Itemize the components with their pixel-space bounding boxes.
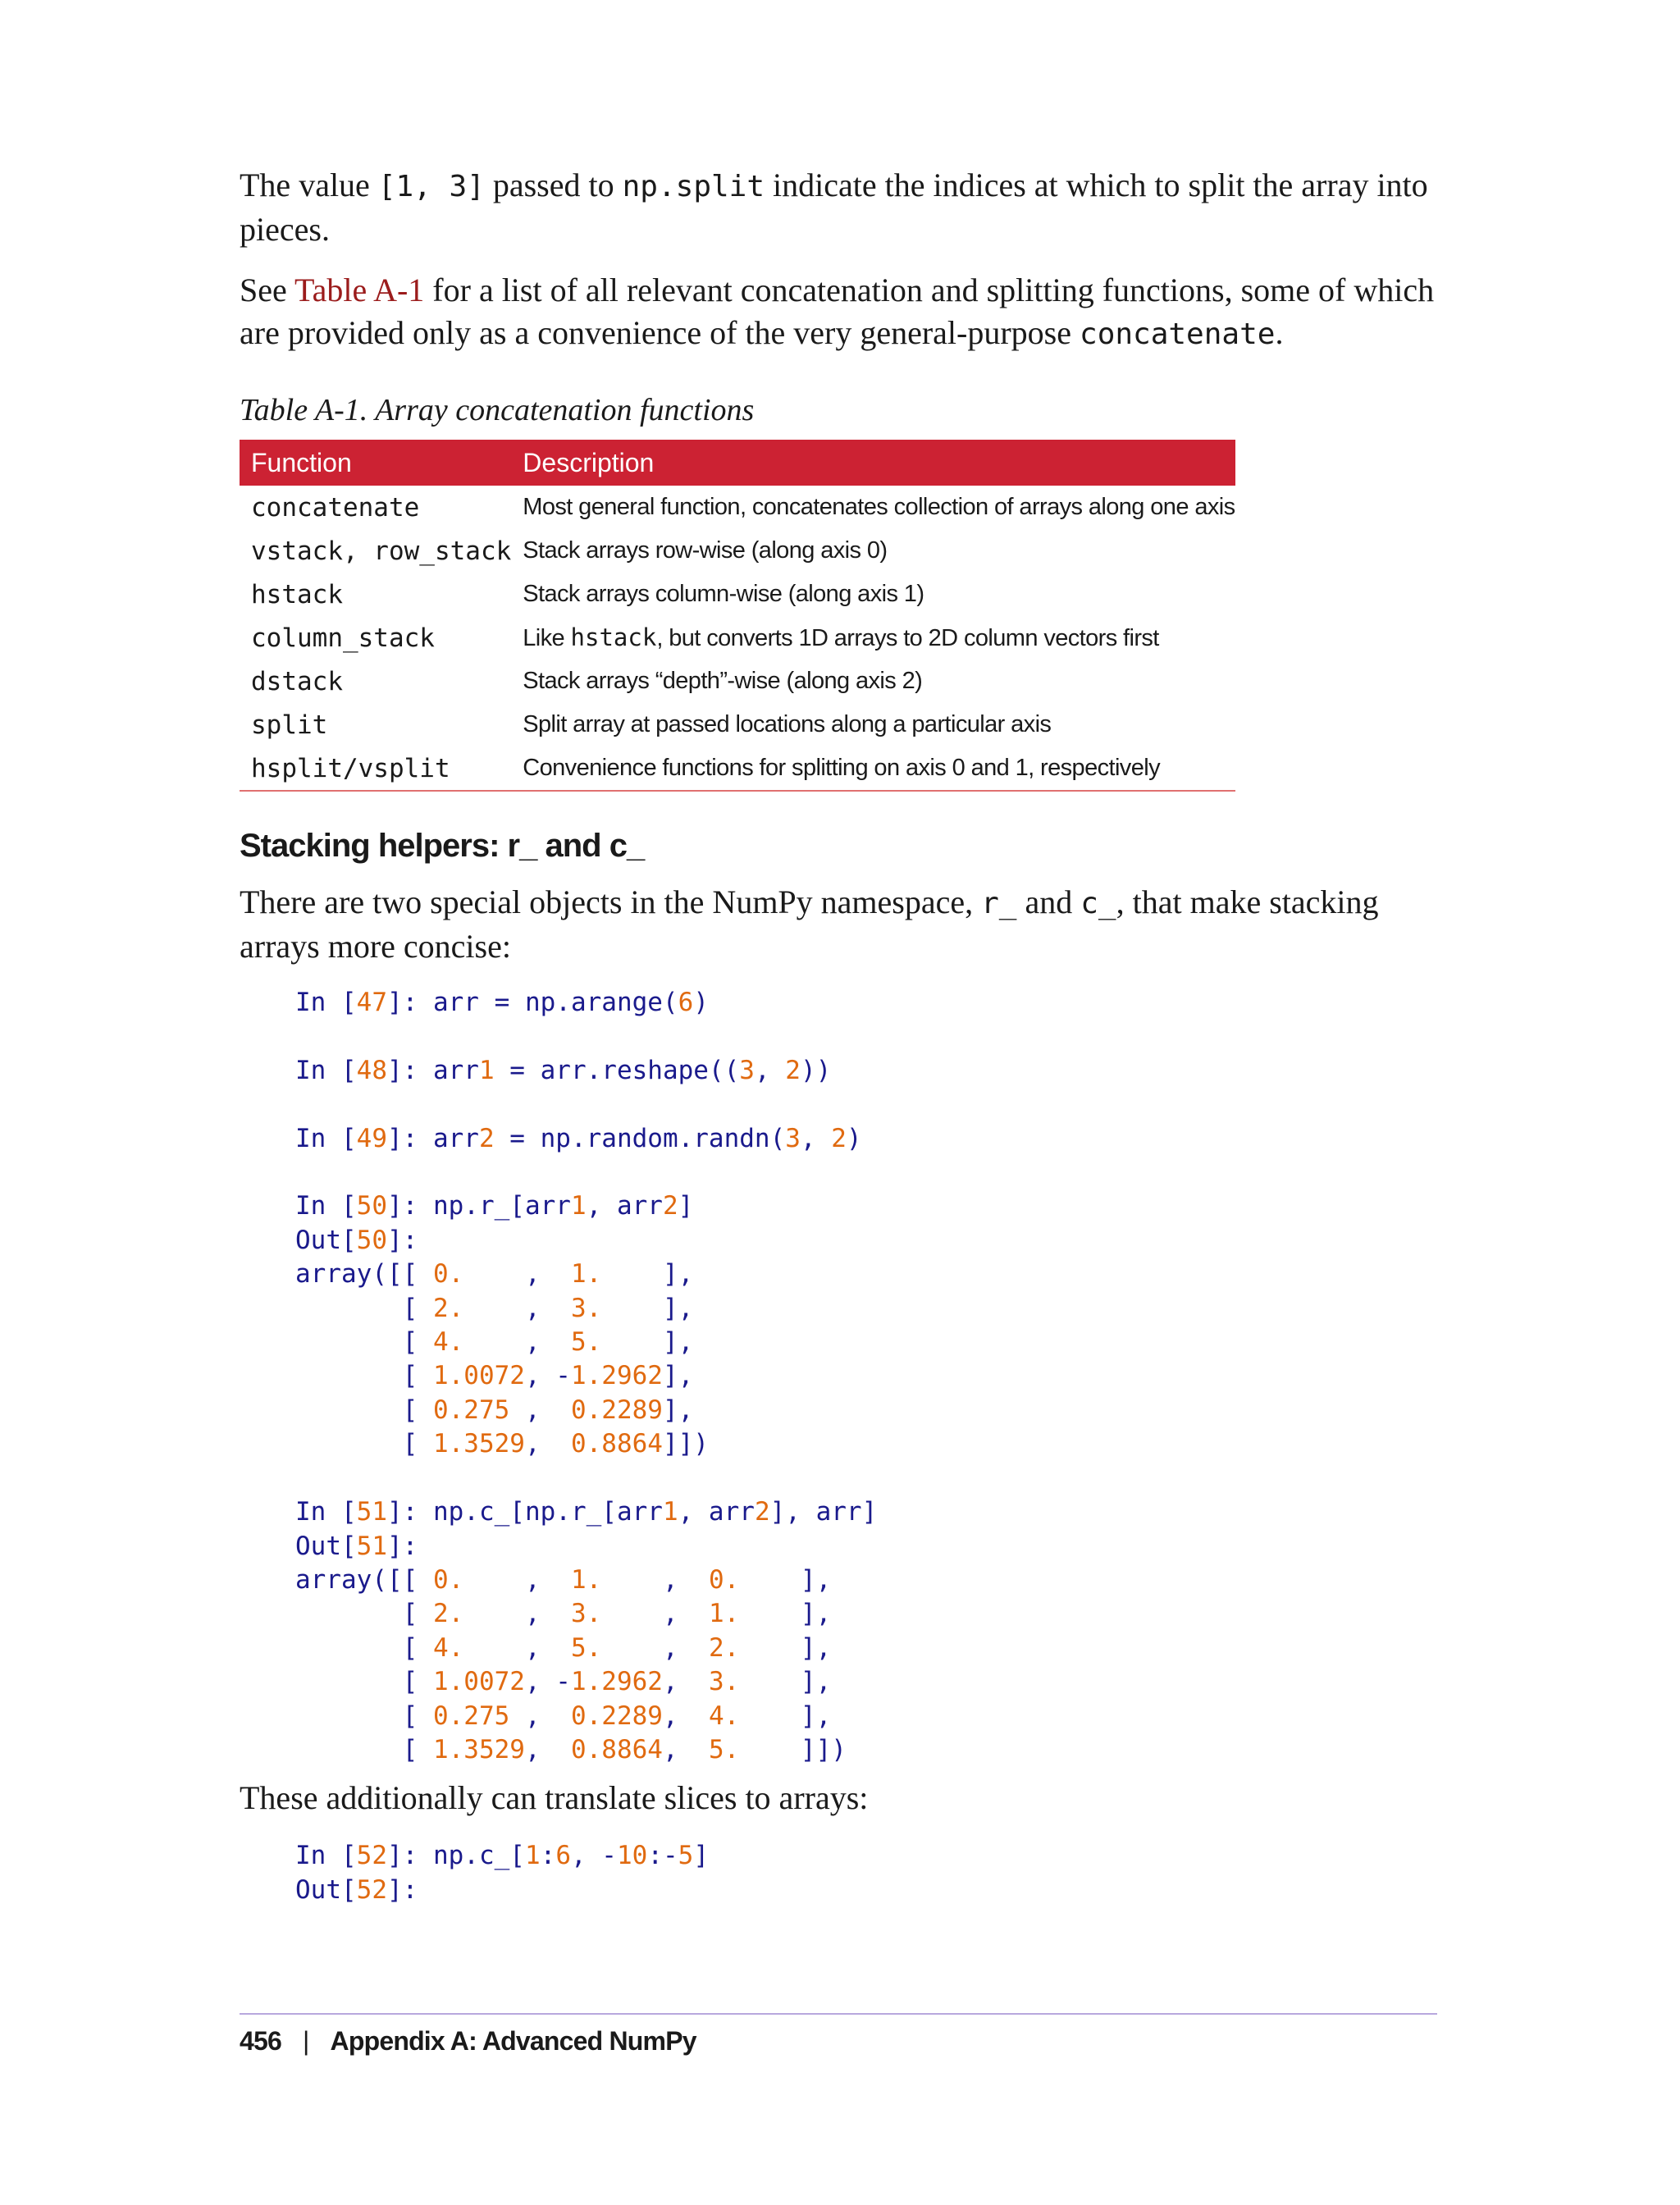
table-row [240, 746, 1235, 791]
function-description [511, 616, 1235, 660]
text: , that make stacking arrays more concise: [240, 883, 1379, 965]
code-text: , [754, 1055, 786, 1085]
code-line [295, 1191, 693, 1221]
code-line [295, 1565, 831, 1595]
code-line [295, 1327, 693, 1357]
function-description: Stack arrays “depth”-wise (along axis 2) [523, 668, 923, 694]
code-number: 0.8864 [570, 1429, 663, 1459]
function-name: hstack [251, 579, 343, 609]
code-number: 1 [570, 1191, 587, 1221]
text: and [1016, 883, 1081, 920]
code-number: 0.275 [432, 1395, 510, 1425]
code-number: 5. [570, 1327, 602, 1358]
function-name: dstack [251, 666, 343, 696]
code-line [295, 1429, 709, 1459]
code-number: 47 [356, 988, 387, 1017]
code-number: 51 [356, 1497, 387, 1527]
code-number: 1 [478, 1055, 495, 1085]
code-text: , [463, 1632, 571, 1663]
code-text: [ [295, 1429, 433, 1459]
code-number: 2 [478, 1123, 495, 1153]
text: indicate the indices at which to split the array into pieces. [240, 167, 1428, 248]
text: The value [240, 167, 378, 203]
code-number: 0.8864 [570, 1734, 663, 1764]
code-number: 2 [662, 1191, 678, 1221]
code-number: 2. [432, 1293, 464, 1323]
code-line [295, 1599, 831, 1628]
code-text: ]: [386, 1225, 433, 1255]
paragraph-split-indices [240, 164, 1437, 251]
code-number: 1.0072 [432, 1667, 525, 1697]
code-line [295, 1226, 433, 1255]
table-row [240, 703, 1235, 746]
code-number: 2. [708, 1632, 740, 1663]
code-number: 3 [739, 1055, 755, 1085]
text: . [1275, 314, 1284, 351]
code-text: ]: [386, 1531, 433, 1561]
text: for a list of all relevant concatenation and splitting functions, some of which are provided only as a convenience of the very general-purpose [240, 272, 1435, 351]
code-text: , [800, 1123, 832, 1153]
function-name: column_stack [251, 623, 435, 653]
code-text: , - [570, 1841, 617, 1871]
code-text: ]]) [739, 1734, 847, 1764]
code-text: , [524, 1429, 571, 1459]
code-block-stacking [295, 986, 1437, 1767]
inline-code: concatenate [1080, 317, 1276, 351]
code-text: ], [601, 1327, 694, 1358]
footer-separator: | [303, 2026, 309, 2056]
code-number: 1.0072 [432, 1361, 525, 1391]
code-text: = arr.reshape(( [494, 1055, 740, 1085]
code-number: 10 [616, 1841, 648, 1871]
code-number: 50 [356, 1225, 387, 1255]
code-number: 49 [356, 1123, 387, 1153]
code-number: 1.3529 [432, 1429, 525, 1459]
function-name: split [251, 710, 328, 740]
code-text: ]: np.r_[arr [386, 1191, 571, 1221]
text: passed to [484, 167, 623, 203]
code-text: ], arr] [769, 1497, 878, 1527]
code-line [295, 1532, 433, 1561]
code-text: )) [800, 1055, 832, 1085]
code-text: [ [295, 1293, 433, 1323]
code-text: : [540, 1841, 556, 1871]
code-text: [ [295, 1395, 433, 1425]
code-line [295, 1633, 831, 1663]
code-number: 0. [708, 1564, 740, 1595]
code-line [295, 1667, 831, 1696]
code-number: 3. [570, 1599, 602, 1629]
code-number: 2 [754, 1497, 770, 1527]
page-content [240, 164, 1437, 1907]
code-text: [ [295, 1327, 433, 1358]
function-description: Split array at passed locations along a particular axis [523, 711, 1052, 737]
function-name: concatenate [251, 492, 420, 523]
code-number: 2 [831, 1123, 847, 1153]
inline-code: hstack [570, 623, 657, 651]
code-text: ) [846, 1123, 862, 1153]
code-number: 51 [356, 1531, 387, 1561]
code-text: In [ [295, 1841, 357, 1871]
paragraph-see-table [240, 269, 1437, 356]
code-text: ]: np.c_[ [386, 1841, 525, 1871]
function-description: Stack arrays row-wise (along axis 0) [523, 537, 888, 564]
code-number: 5. [708, 1734, 740, 1764]
code-number: 52 [356, 1874, 387, 1905]
table-row [240, 660, 1235, 703]
code-number: 1.2962 [570, 1361, 663, 1391]
inline-code: [1, 3] [377, 170, 485, 203]
code-text: ], [739, 1599, 832, 1629]
code-number: 4. [432, 1632, 464, 1663]
code-text: :- [647, 1841, 678, 1871]
code-text: ], [739, 1667, 832, 1697]
function-name: hsplit/vsplit [240, 746, 511, 791]
code-number: 0.2289 [570, 1701, 663, 1731]
code-text: , [463, 1327, 571, 1358]
code-text: ]]) [662, 1429, 709, 1459]
code-text: , [524, 1734, 571, 1764]
code-number: 1.3529 [432, 1734, 525, 1764]
code-text: , [662, 1701, 709, 1731]
code-line [295, 988, 709, 1017]
code-text: Out[ [295, 1531, 357, 1561]
code-number: 1.2962 [570, 1667, 663, 1697]
code-text: [ [295, 1361, 433, 1391]
code-text: ], [739, 1701, 832, 1731]
code-text: , [509, 1701, 571, 1731]
code-text: ], [601, 1259, 694, 1290]
code-text: , [463, 1599, 571, 1629]
code-text: [ [295, 1632, 433, 1663]
paragraph-special-objects [240, 881, 1437, 968]
table-row [240, 486, 1235, 529]
code-text: , [509, 1395, 571, 1425]
code-text: ]: arr [386, 1055, 479, 1085]
code-number: 0.2289 [570, 1395, 663, 1425]
text: There are two special objects in the NumPy namespace, [240, 883, 982, 920]
code-number: 1 [524, 1841, 541, 1871]
header-description: Description [511, 440, 1235, 486]
code-number: 5 [678, 1841, 694, 1871]
code-text: ], [662, 1361, 694, 1391]
code-text: , arr [586, 1191, 663, 1221]
code-line [295, 1841, 709, 1870]
code-number: 3. [570, 1293, 602, 1323]
code-line [295, 1701, 831, 1731]
code-line [295, 1875, 433, 1905]
code-text: , [463, 1293, 571, 1323]
code-text: , [601, 1564, 709, 1595]
text: See [240, 272, 295, 308]
code-line [295, 1259, 693, 1289]
code-text: array([[ [295, 1259, 433, 1290]
table-row [240, 529, 1235, 573]
code-text: = np.random.randn( [494, 1123, 786, 1153]
code-line [295, 1124, 862, 1153]
code-text: ], [662, 1395, 694, 1425]
table-row [240, 616, 1235, 660]
chapter-title: Appendix A: Advanced NumPy [330, 2026, 696, 2056]
page-footer [240, 2026, 696, 2057]
code-number: 2 [785, 1055, 801, 1085]
code-text: ]: np.c_[np.r_[arr [386, 1497, 663, 1527]
code-line [295, 1361, 693, 1390]
code-text: , [601, 1599, 709, 1629]
code-text: [ [295, 1667, 433, 1697]
code-text: ]: [386, 1874, 433, 1905]
table-header-row [240, 440, 1235, 486]
code-line [295, 1294, 693, 1323]
code-line [295, 1056, 831, 1085]
code-text: ], [739, 1564, 832, 1595]
function-name: vstack, row_stack [251, 536, 512, 566]
code-text: ]: arr [386, 1123, 479, 1153]
code-number: 0. [432, 1259, 464, 1290]
concatenation-functions-table [240, 440, 1235, 792]
table-a1-link[interactable]: Table A-1 [294, 272, 425, 308]
code-text: , arr [678, 1497, 755, 1527]
function-description: Stack arrays column-wise (along axis 1) [523, 581, 924, 607]
code-text: , [601, 1632, 709, 1663]
code-text: , [662, 1667, 709, 1697]
function-description: Convenience functions for splitting on axis 0 and 1, respectively [511, 746, 1235, 791]
code-text: ) [693, 988, 709, 1017]
code-text: In [ [295, 1123, 357, 1153]
code-text: , [463, 1259, 571, 1290]
code-text: , [463, 1564, 571, 1595]
table-row [240, 573, 1235, 616]
code-text: ] [678, 1191, 694, 1221]
code-text: ] [693, 1841, 709, 1871]
code-block-slices [295, 1839, 1437, 1907]
code-text: , - [524, 1361, 571, 1391]
code-number: 48 [356, 1055, 387, 1085]
inline-code: c_ [1080, 887, 1116, 920]
text: , but converts 1D arrays to 2D column vectors first [656, 625, 1159, 651]
code-number: 50 [356, 1191, 387, 1221]
table-caption: Table A-1. Array concatenation functions [240, 393, 755, 427]
inline-code: r_ [981, 887, 1017, 920]
code-text: , - [524, 1667, 571, 1697]
code-text: In [ [295, 988, 357, 1017]
code-line [295, 1735, 847, 1764]
code-line [295, 1497, 877, 1527]
code-text: In [ [295, 1191, 357, 1221]
code-number: 0.275 [432, 1701, 510, 1731]
code-text: [ [295, 1599, 433, 1629]
code-text: ]: arr = np.arange( [386, 988, 678, 1017]
code-text: ], [601, 1293, 694, 1323]
paragraph-slices: These additionally can translate slices to arrays: [240, 1779, 869, 1817]
code-text: In [ [295, 1497, 357, 1527]
code-text: Out[ [295, 1225, 357, 1255]
code-number: 1. [708, 1599, 740, 1629]
code-text: [ [295, 1734, 433, 1764]
code-number: 1. [570, 1564, 602, 1595]
code-text: array([[ [295, 1564, 433, 1595]
page-number: 456 [240, 2026, 281, 2056]
section-heading: Stacking helpers: r_ and c_ [240, 828, 645, 864]
code-number: 1. [570, 1259, 602, 1290]
code-text: In [ [295, 1055, 357, 1085]
code-number: 6 [555, 1841, 571, 1871]
function-description: Most general function, concatenates collection of arrays along one axis [523, 494, 1235, 520]
code-number: 2. [432, 1599, 464, 1629]
code-text: , [662, 1734, 709, 1764]
code-number: 6 [678, 988, 694, 1017]
code-number: 1 [662, 1497, 678, 1527]
text: Like [523, 625, 571, 651]
code-number: 4. [708, 1701, 740, 1731]
code-number: 52 [356, 1841, 387, 1871]
code-number: 3. [708, 1667, 740, 1697]
header-function: Function [240, 440, 511, 486]
code-number: 3 [785, 1123, 801, 1153]
footer-rule [240, 2013, 1437, 2015]
code-number: 5. [570, 1632, 602, 1663]
code-text: [ [295, 1701, 433, 1731]
inline-code: np.split [622, 170, 765, 203]
code-number: 4. [432, 1327, 464, 1358]
code-number: 0. [432, 1564, 464, 1595]
code-text: Out[ [295, 1874, 357, 1905]
code-line [295, 1395, 693, 1425]
code-text: ], [739, 1632, 832, 1663]
